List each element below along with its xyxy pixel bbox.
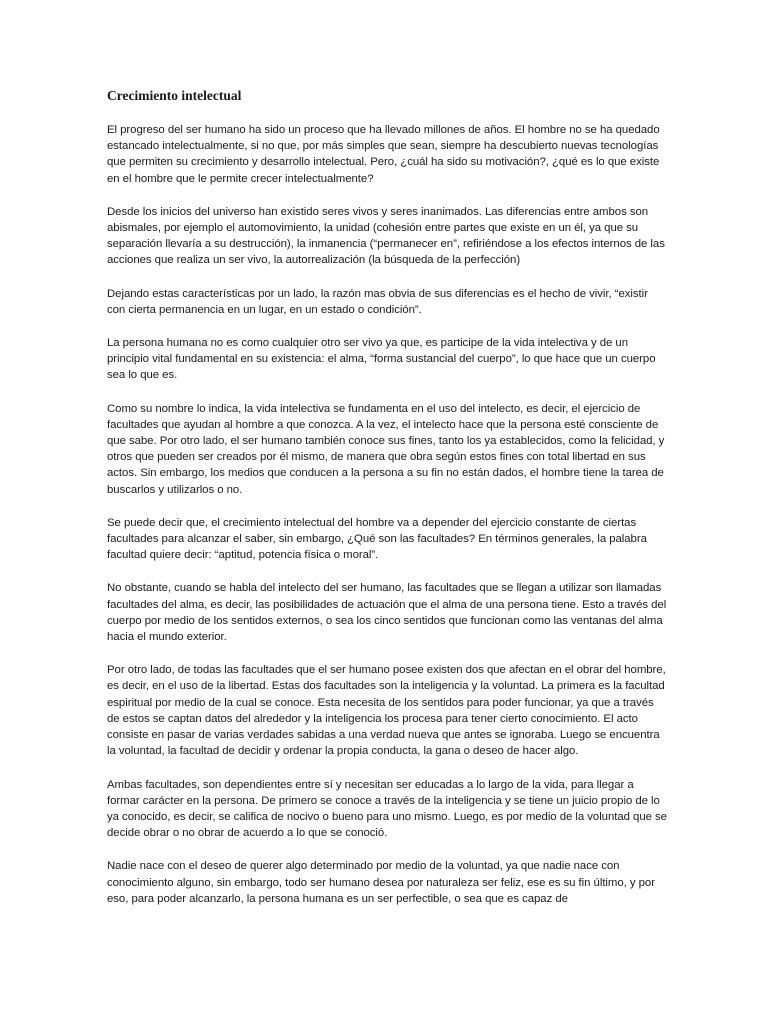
document-title: Crecimiento intelectual (107, 88, 242, 103)
paragraph: Nadie nace con el deseo de querer algo determinado por medio de la voluntad, ya que nadie nace con conocimiento alguno, sin embargo, todo ser humano desea por naturaleza ser feliz, ese es su fin último, y por eso, para poder alcanzarlo, la persona humana es un ser perfectible, o sea que es capaz de (107, 860, 655, 905)
paragraph: El progreso del ser humano ha sido un proceso que ha llevado millones de años. El hombre no se ha quedado estancado intelectualmente, si no que, por más simples que sean, siempre ha descubierto nuevas tecnologías que permiten su crecimiento y desarrollo intelectual. Pero, ¿cuál ha sido su motivación?, ¿qué es lo que existe en el hombre que le permite crecer intelectualmente? (107, 124, 660, 185)
paragraph: Dejando estas características por un lado, la razón mas obvia de sus diferencias es el hecho de vivir, “existir con cierta permanencia en un lugar, en un estado o condición”. (107, 287, 648, 316)
paragraph: Se puede decir que, el crecimiento intelectual del hombre va a depender del ejercicio constante de ciertas facultades para alcanzar el saber, sin embargo, ¿Qué son las facultades? En términos generales, la palabra facultad quiere decir: “aptitud, potencia física o moral”. (107, 516, 647, 562)
paragraph: Por otro lado, de todas las facultades que el ser humano posee existen dos que afectan en el obrar del hombre, es decir, en el uso de la libertad. Estas dos facultades son la inteligencia y la voluntad. La primera es la facultad espiritual por medio de la cual se conoce. Esta necesita de los sentidos para poder funcionar, ya que a través de estos se captan datos del alrededor y la inteligencia los procesa para tener cierto conocimiento. El acto consiste en pasar de varias verdades sabidas a una verdad nueva que antes se ignoraba. Luego se encuentra la voluntad, la facultad de decidir y ordenar la propia conducta, la gana o deseo de hacer algo. (107, 664, 666, 758)
paragraph: Desde los inicios del universo han existido seres vivos y seres inanimados. Las diferencias entre ambos son abismales, por ejemplo el automovimiento, la unidad (cohesión entre partes que existe en un él, ya que su separación llevaría a su destrucción), la inmanencia (“permanecer en”, refiriéndose a los efectos internos de las acciones que realiza un ser vivo, la autorrealización (la búsqueda de la perfección) (107, 205, 665, 267)
paragraph: La persona humana no es como cualquier otro ser vivo ya que, es participe de la vida intelectiva y de un principio vital fundamental en su existencia: el alma, “forma sustancial del cuerpo”, lo que hace que un cuerpo sea lo que es. (107, 337, 656, 382)
paragraph: Como su nombre lo indica, la vida intelectiva se fundamenta en el uso del intelecto, es decir, el ejercicio de facultades que ayudan al hombre a que conozca. A la vez, el intelecto hace que la persona esté consciente de que sabe. Por otro lado, el ser humano también conoce sus fines, tanto los ya establecidos, como la felicidad, y otros que pueden ser creados por él mismo, de manera que obra según estos fines con total libertad en sus actos. Sin embargo, los medios que conducen a la persona a su fin no están dados, el hombre tiene la tarea de buscarlos y utilizarlos o no. (107, 402, 665, 496)
paragraph: No obstante, cuando se habla del intelecto del ser humano, las facultades que se llegan a utilizar son llamadas facultades del alma, es decir, las posibilidades de actuación que el alma de una persona tiene. Esto a través del cuerpo por medio de los sentidos externos, o sea los cinco sentidos que funcionan como las ventanas del alma hacia el mundo exterior. (107, 582, 667, 644)
document-body (107, 122, 668, 907)
paragraph: Ambas facultades, son dependientes entre sí y necesitan ser educadas a lo largo de la vida, para llegar a formar carácter en la persona. De primero se conoce a través de la inteligencia y se tiene un juicio propio de lo ya conocido, es decir, se califica de nocivo o bueno para uno mismo. Luego, es por medio de la voluntad que se decide obrar o no obrar de acuerdo a lo que se conoció. (107, 778, 667, 840)
